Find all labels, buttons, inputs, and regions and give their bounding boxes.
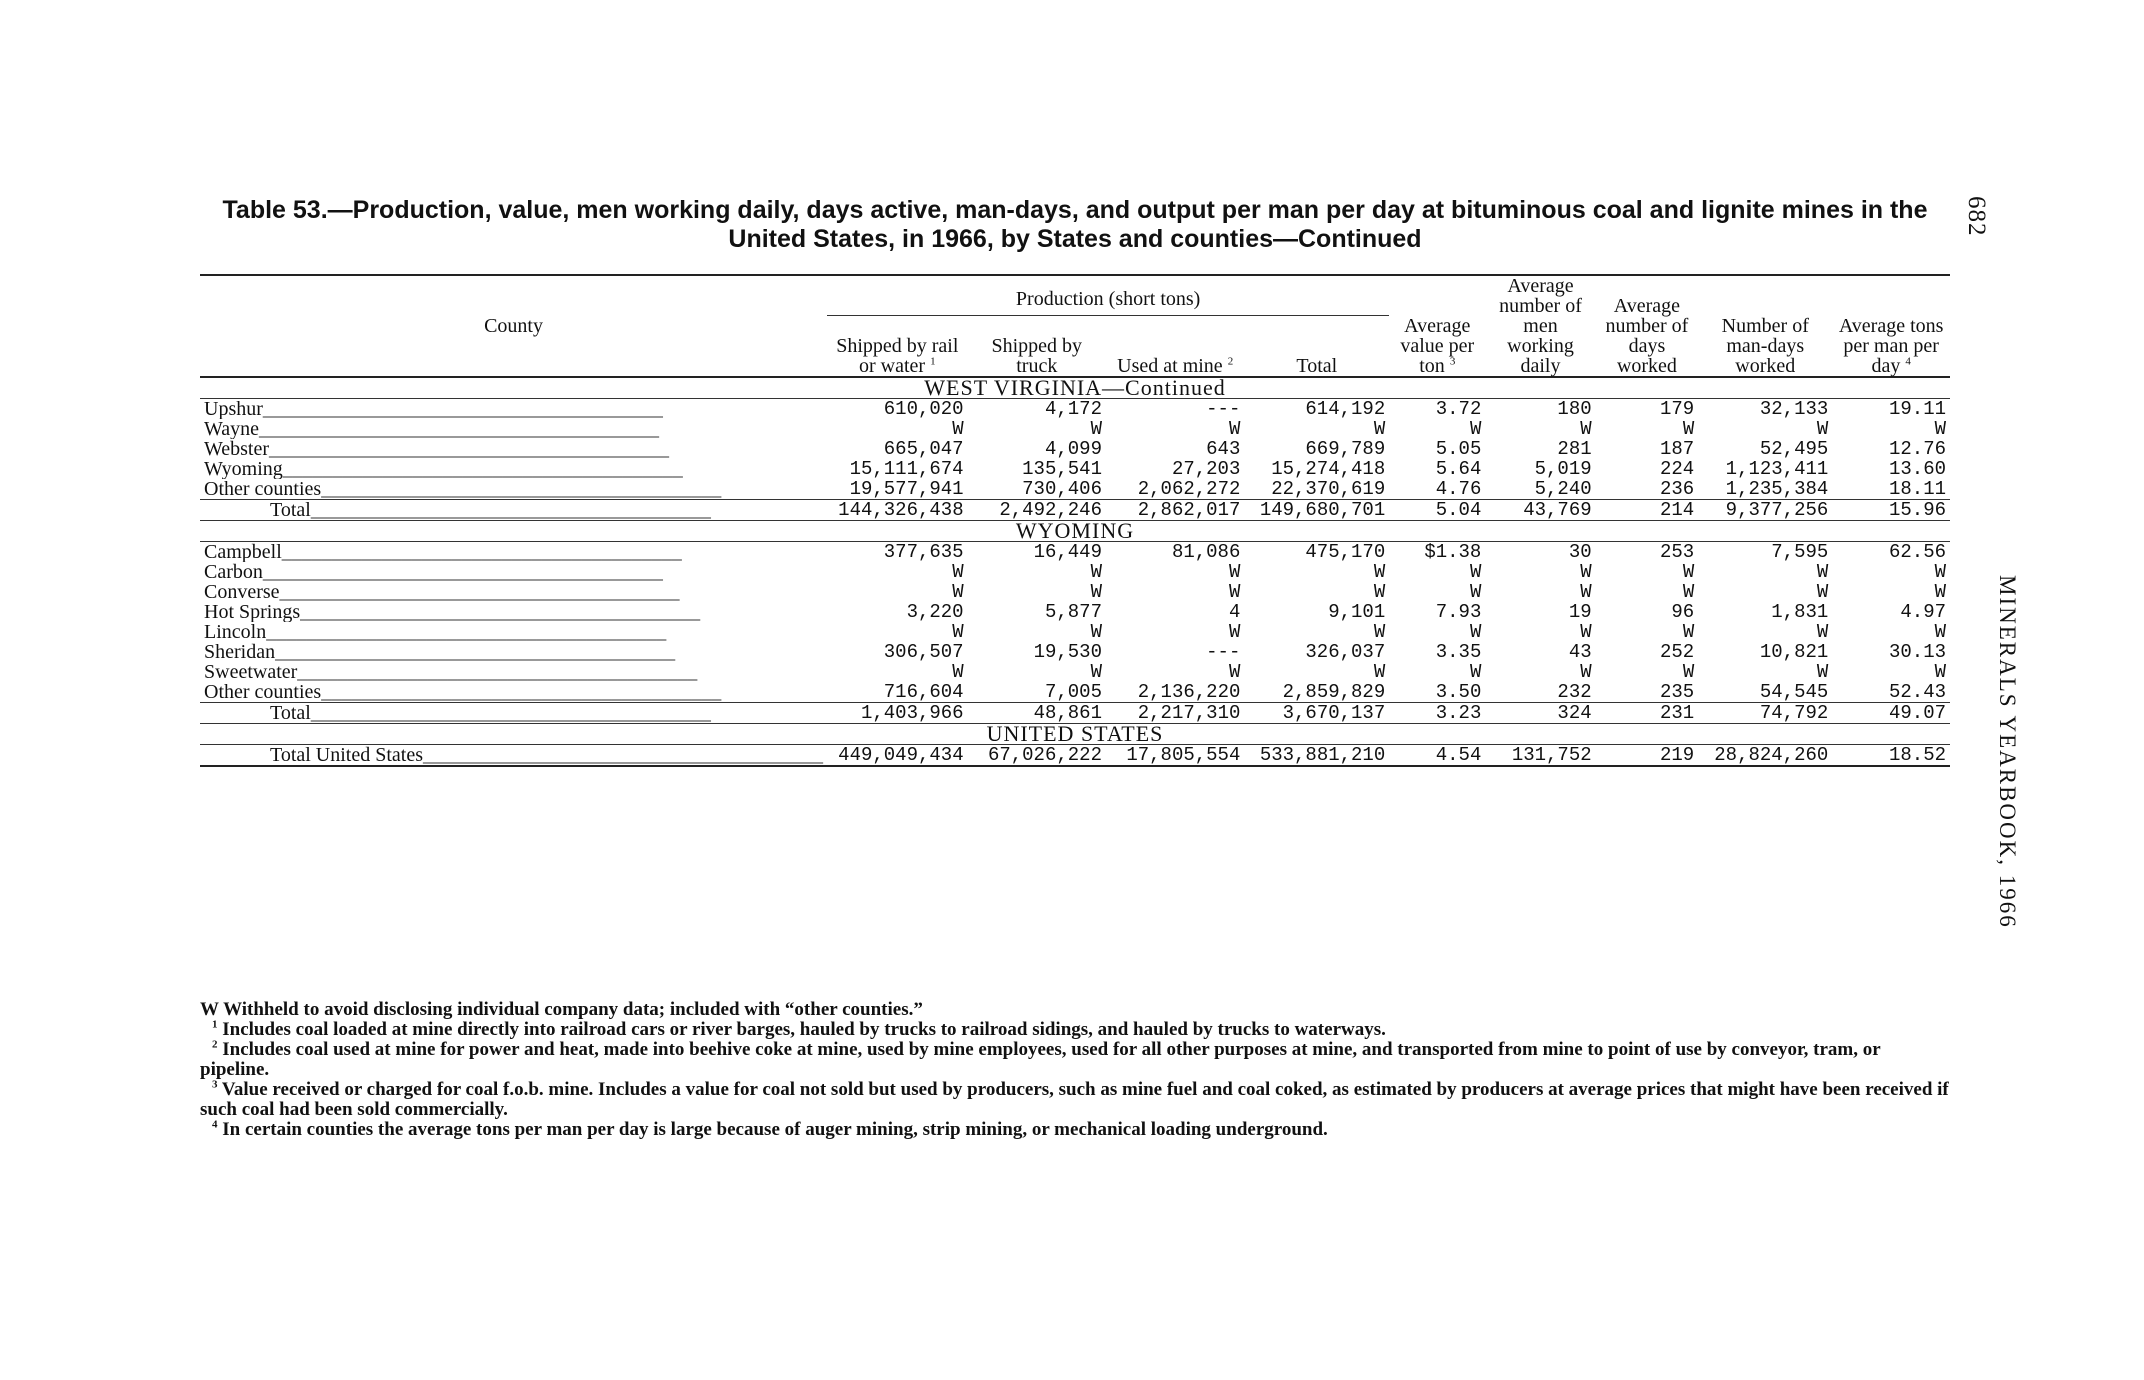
cell-truck: W <box>1090 661 1102 683</box>
cell-days: W <box>1682 581 1695 603</box>
cell-rail: 144,326,438 <box>827 500 968 521</box>
county-cell <box>200 703 827 724</box>
header-tons-per-man-text: Average tons per man per day <box>1838 315 1944 377</box>
county-cell <box>200 399 827 420</box>
us-heading: UNITED STATES <box>200 724 1950 745</box>
cell-value: W <box>1469 661 1482 683</box>
cell-total: W <box>1373 561 1386 583</box>
county-cell <box>200 479 827 500</box>
cell-truck: 135,541 <box>1022 458 1102 480</box>
cell-mandays: 52,495 <box>1759 438 1829 460</box>
header-county: County <box>484 315 543 337</box>
cell-total: 22,370,619 <box>1271 478 1386 500</box>
county-name: Converse <box>204 582 280 602</box>
county-cell <box>200 439 827 459</box>
cell-total: 2,859,829 <box>1282 681 1386 703</box>
cell-days: 231 <box>1596 703 1699 724</box>
section-heading-row <box>200 521 1950 542</box>
county-cell <box>200 562 827 582</box>
county-name: Sheridan <box>204 642 276 662</box>
cell-truck: 19,530 <box>1033 641 1102 663</box>
state-heading: WYOMING <box>200 521 1950 542</box>
cell-truck: W <box>1090 581 1102 603</box>
county-name: Carbon <box>204 562 263 582</box>
cell-mine: 27,203 <box>1171 458 1241 480</box>
header-used-at-mine <box>1106 316 1244 377</box>
cell-men: W <box>1580 581 1592 603</box>
cell-men: 131,752 <box>1511 744 1592 766</box>
cell-tons: 15.96 <box>1832 500 1950 521</box>
cell-men: 324 <box>1485 703 1595 724</box>
cell-tons: 12.76 <box>1888 438 1946 460</box>
county-name: Webster <box>204 439 270 459</box>
cell-tons: 52.43 <box>1888 681 1946 703</box>
coal-production-table <box>200 274 1950 767</box>
cell-mandays: 74,792 <box>1698 703 1832 724</box>
county-name: Other counties <box>204 479 322 500</box>
footnote-ref-2: 2 <box>1227 355 1234 368</box>
cell-mine: 81,086 <box>1171 541 1241 563</box>
county-name: Sweetwater <box>204 662 298 682</box>
footnote-ref-3: 3 <box>1449 355 1456 368</box>
cell-total: W <box>1373 581 1386 603</box>
cell-days: 224 <box>1660 458 1695 480</box>
footnote-4 <box>200 1120 1950 1140</box>
cell-men: 232 <box>1557 681 1592 703</box>
cell-value: W <box>1469 561 1482 583</box>
cell-tons: W <box>1934 621 1946 643</box>
cell-value: 4.54 <box>1435 744 1482 766</box>
footnote-1-mark: 1 <box>212 1018 218 1031</box>
cell-value: 5.64 <box>1435 458 1482 480</box>
header-average-value <box>1389 275 1485 377</box>
footnote-3-text: Value received or charged for coal f.o.b. mine. Includes a value for coal not sold but used by producers, such as mine fuel and coal coked, as estimated by producers at average prices that might have been received if such coal had been sold commercially. <box>200 1079 1949 1120</box>
cell-mine: 17,805,554 <box>1126 744 1241 766</box>
cell-truck: 5,877 <box>1044 601 1102 623</box>
dot-leader: ________________________________________ <box>262 562 663 582</box>
table-title: Table 53.—Production, value, men working daily, days active, man-days, and output per man per day at bituminous coal and lignite mines in the United States, in 1966, by States and counties—Continued <box>222 196 1928 253</box>
cell-days: 214 <box>1596 500 1699 521</box>
cell-tons: 13.60 <box>1888 458 1946 480</box>
cell-men: 43 <box>1568 641 1592 663</box>
dot-leader: ________________________________________ <box>279 582 680 602</box>
cell-total: 3,670,137 <box>1244 703 1389 724</box>
footnote-2-mark: 2 <box>212 1038 218 1051</box>
cell-rail: 19,577,941 <box>849 478 964 500</box>
county-cell <box>200 642 827 662</box>
section-heading-row <box>200 377 1950 399</box>
dot-leader: ________________________________________ <box>281 541 682 562</box>
cell-men: 43,769 <box>1485 500 1595 521</box>
cell-mine: --- <box>1206 641 1241 663</box>
cell-mandays: 1,123,411 <box>1725 458 1829 480</box>
cell-value: W <box>1469 418 1482 440</box>
cell-total: W <box>1373 621 1386 643</box>
cell-value: 3.23 <box>1389 703 1485 724</box>
cell-total: 15,274,418 <box>1271 458 1386 480</box>
cell-mandays: 1,235,384 <box>1725 478 1829 500</box>
table-row <box>200 459 1950 479</box>
dot-leader: ________________________________________ <box>259 419 660 439</box>
dot-leader: ________________________________________ <box>310 702 711 724</box>
cell-days: W <box>1682 621 1695 643</box>
cell-tons: 62.56 <box>1888 541 1946 563</box>
cell-value: $1.38 <box>1424 541 1482 563</box>
cell-men: W <box>1580 621 1592 643</box>
cell-value: 3.50 <box>1435 681 1482 703</box>
state-heading: WEST VIRGINIA—Continued <box>200 377 1950 399</box>
county-name: Campbell <box>204 541 282 562</box>
cell-tons: W <box>1934 581 1946 603</box>
footnote-w: W Withheld to avoid disclosing individual company data; included with “other counties.” <box>200 999 923 1020</box>
footnote-1 <box>200 1020 1950 1040</box>
cell-rail: 377,635 <box>883 541 964 563</box>
cell-truck: W <box>1090 621 1102 643</box>
county-cell <box>200 622 827 642</box>
footnote-ref-1: 1 <box>930 355 936 368</box>
header-men-working: Average number of men working daily <box>1499 275 1582 377</box>
cell-total: 614,192 <box>1305 398 1386 420</box>
footnote-2 <box>200 1040 1950 1080</box>
cell-tons: 30.13 <box>1888 641 1946 663</box>
cell-total: 149,680,701 <box>1244 500 1389 521</box>
cell-mandays: 1,831 <box>1771 601 1829 623</box>
cell-mandays: W <box>1816 581 1829 603</box>
cell-mine: W <box>1228 661 1241 683</box>
header-shipped-rail-text: Shipped by rail or water <box>836 335 959 377</box>
county-name: Total United States <box>270 744 424 766</box>
table-row <box>200 419 1950 439</box>
cell-truck: 48,861 <box>968 703 1106 724</box>
dot-leader: ________________________________________ <box>310 499 711 521</box>
footnote-4-text: In certain counties the average tons per man per day is large because of auger mining, strip mining, or mechanical loading underground. <box>222 1119 1328 1140</box>
cell-truck: W <box>1090 418 1102 440</box>
cell-mine: 643 <box>1206 438 1241 460</box>
cell-mine: 2,136,220 <box>1137 681 1241 703</box>
header-total: Total <box>1296 355 1338 377</box>
cell-tons: W <box>1934 418 1946 440</box>
county-cell <box>200 459 827 479</box>
cell-value: 4.76 <box>1435 478 1482 500</box>
header-shipped-rail <box>827 316 968 377</box>
cell-value: 5.04 <box>1389 500 1485 521</box>
cell-truck: 730,406 <box>1022 478 1102 500</box>
county-name: Upshur <box>204 398 263 419</box>
cell-value: W <box>1469 581 1482 603</box>
table-row <box>200 642 1950 662</box>
cell-mandays: 32,133 <box>1759 398 1829 420</box>
table-row <box>200 542 1950 563</box>
footnote-3-mark: 3 <box>212 1078 218 1091</box>
cell-rail: 15,111,674 <box>849 458 964 480</box>
county-name: Other counties <box>204 682 322 703</box>
dot-leader: ________________________________________ <box>282 459 683 479</box>
cell-days: W <box>1682 418 1695 440</box>
cell-days: 235 <box>1660 681 1695 703</box>
cell-tons: 49.07 <box>1832 703 1950 724</box>
cell-truck: 4,099 <box>1044 438 1102 460</box>
cell-total: 669,789 <box>1305 438 1386 460</box>
cell-tons: 18.11 <box>1888 478 1946 500</box>
county-name: Wyoming <box>204 459 283 479</box>
dot-leader: ________________________________________ <box>269 439 670 459</box>
cell-mandays: 10,821 <box>1759 641 1829 663</box>
table-row <box>200 682 1950 703</box>
cell-days: W <box>1682 661 1695 683</box>
cell-truck: 4,172 <box>1044 398 1102 420</box>
footnote-2-text: Includes coal used at mine for power and heat, made into beehive coke at mine, used by mine employees, used for all other purposes at mine, and transported from mine to point of use by conveyor, tram, or pipeline. <box>200 1039 1881 1080</box>
cell-mine: W <box>1228 581 1241 603</box>
footnotes <box>200 1000 1950 1140</box>
cell-mandays: 7,595 <box>1771 541 1829 563</box>
dot-leader: ________________________________________ <box>275 642 676 662</box>
cell-value: 7.93 <box>1435 601 1482 623</box>
cell-total: W <box>1373 418 1386 440</box>
county-name: Total <box>270 702 311 724</box>
table-row <box>200 602 1950 622</box>
dot-leader: ________________________________________ <box>321 682 722 703</box>
footnote-3 <box>200 1080 1950 1120</box>
cell-rail: 610,020 <box>883 398 964 420</box>
cell-truck: 16,449 <box>1033 541 1102 563</box>
table-row <box>200 562 1950 582</box>
footnote-4-mark: 4 <box>212 1118 218 1131</box>
cell-men: 180 <box>1557 398 1592 420</box>
cell-value: 3.72 <box>1435 398 1482 420</box>
cell-rail: 449,049,434 <box>838 744 964 766</box>
header-used-at-mine-text: Used at mine <box>1117 355 1223 377</box>
cell-mandays: W <box>1816 621 1829 643</box>
cell-tons: 18.52 <box>1888 744 1946 766</box>
table-row <box>200 479 1950 500</box>
table-row <box>200 662 1950 682</box>
cell-rail: 665,047 <box>883 438 964 460</box>
cell-mine: 4 <box>1228 601 1241 623</box>
cell-mine: --- <box>1206 398 1241 420</box>
county-name: Lincoln <box>204 622 267 642</box>
header-shipped-truck: Shipped by truck <box>991 335 1083 377</box>
dot-leader: ________________________________________ <box>300 602 701 622</box>
county-cell <box>200 582 827 602</box>
cell-value: W <box>1469 621 1482 643</box>
cell-tons: W <box>1934 661 1946 683</box>
cell-total: 475,170 <box>1305 541 1386 563</box>
table-row <box>200 399 1950 420</box>
table-row <box>200 582 1950 602</box>
cell-mine: 2,862,017 <box>1106 500 1244 521</box>
header-tons-per-man <box>1832 275 1950 377</box>
cell-men: W <box>1580 418 1592 440</box>
cell-rail: 3,220 <box>906 601 964 623</box>
cell-men: 19 <box>1568 601 1592 623</box>
header-production-group: Production (short tons) <box>827 275 1389 316</box>
cell-mandays: W <box>1816 561 1829 583</box>
cell-days: 253 <box>1660 541 1695 563</box>
cell-truck: W <box>1090 561 1102 583</box>
cell-days: 236 <box>1660 478 1695 500</box>
county-cell <box>200 682 827 703</box>
cell-mandays: 9,377,256 <box>1698 500 1832 521</box>
cell-days: 187 <box>1660 438 1695 460</box>
cell-mine: W <box>1228 561 1241 583</box>
county-cell <box>200 542 827 563</box>
running-head: MINERALS YEARBOOK, 1966 <box>1995 575 2020 929</box>
cell-total: 533,881,210 <box>1259 744 1386 766</box>
cell-total: W <box>1373 661 1386 683</box>
cell-men: 30 <box>1568 541 1592 563</box>
county-name: Wayne <box>204 419 260 439</box>
cell-days: 96 <box>1671 601 1695 623</box>
cell-truck: 7,005 <box>1044 681 1102 703</box>
table-body <box>200 377 1950 766</box>
dot-leader: ________________________________________ <box>266 622 667 642</box>
section-heading-row <box>200 724 1950 745</box>
county-cell <box>200 745 827 767</box>
cell-tons: W <box>1934 561 1946 583</box>
cell-mandays: 28,824,260 <box>1714 744 1829 766</box>
dot-leader: ________________________________________ <box>297 662 698 682</box>
county-cell <box>200 602 827 622</box>
cell-value: 3.35 <box>1435 641 1482 663</box>
cell-mandays: W <box>1816 661 1829 683</box>
county-cell <box>200 662 827 682</box>
cell-days: W <box>1682 561 1695 583</box>
cell-rail: W <box>952 418 964 440</box>
footnote-ref-4: 4 <box>1905 355 1911 368</box>
cell-truck: 67,026,222 <box>987 744 1102 766</box>
cell-tons: 19.11 <box>1888 398 1946 420</box>
county-name: Hot Springs <box>204 602 301 622</box>
cell-tons: 4.97 <box>1900 601 1946 623</box>
cell-rail: 716,604 <box>883 681 964 703</box>
county-cell <box>200 500 827 521</box>
cell-mandays: W <box>1816 418 1829 440</box>
cell-rail: 306,507 <box>883 641 964 663</box>
cell-mine: 2,062,272 <box>1137 478 1241 500</box>
cell-rail: W <box>952 581 964 603</box>
cell-mine: W <box>1228 621 1241 643</box>
header-average-value-text: Average value per ton <box>1400 315 1475 377</box>
cell-men: W <box>1580 661 1592 683</box>
cell-men: W <box>1580 561 1592 583</box>
header-man-days: Number of man-days worked <box>1721 315 1809 377</box>
cell-days: 219 <box>1660 744 1695 766</box>
table-row <box>200 439 1950 459</box>
footnote-1-text: Includes coal loaded at mine directly into railroad cars or river barges, hauled by trucks to railroad sidings, and hauled by trucks to waterways. <box>222 1019 1386 1040</box>
page-number: 682 <box>1963 196 1990 237</box>
cell-rail: 1,403,966 <box>827 703 968 724</box>
cell-days: 179 <box>1660 398 1695 420</box>
cell-mine: 2,217,310 <box>1106 703 1244 724</box>
header-days-worked: Average number of days worked <box>1605 295 1689 377</box>
dot-leader: ________________________________________ <box>321 479 722 500</box>
cell-rail: W <box>952 561 964 583</box>
table-row <box>200 622 1950 642</box>
dot-leader: ________________________________________ <box>262 398 663 419</box>
cell-men: 5,019 <box>1534 458 1592 480</box>
cell-value: 5.05 <box>1435 438 1482 460</box>
cell-men: 281 <box>1557 438 1592 460</box>
cell-rail: W <box>952 621 964 643</box>
cell-mandays: 54,545 <box>1759 681 1829 703</box>
cell-mine: W <box>1228 418 1241 440</box>
cell-men: 5,240 <box>1534 478 1592 500</box>
dot-leader: ________________________________________ <box>423 744 824 766</box>
county-cell <box>200 419 827 439</box>
county-name: Total <box>270 499 311 521</box>
cell-days: 252 <box>1660 641 1695 663</box>
cell-rail: W <box>952 661 964 683</box>
cell-total: 326,037 <box>1305 641 1386 663</box>
us-total-row <box>200 745 1950 767</box>
cell-total: 9,101 <box>1328 601 1386 623</box>
cell-truck: 2,492,246 <box>968 500 1106 521</box>
